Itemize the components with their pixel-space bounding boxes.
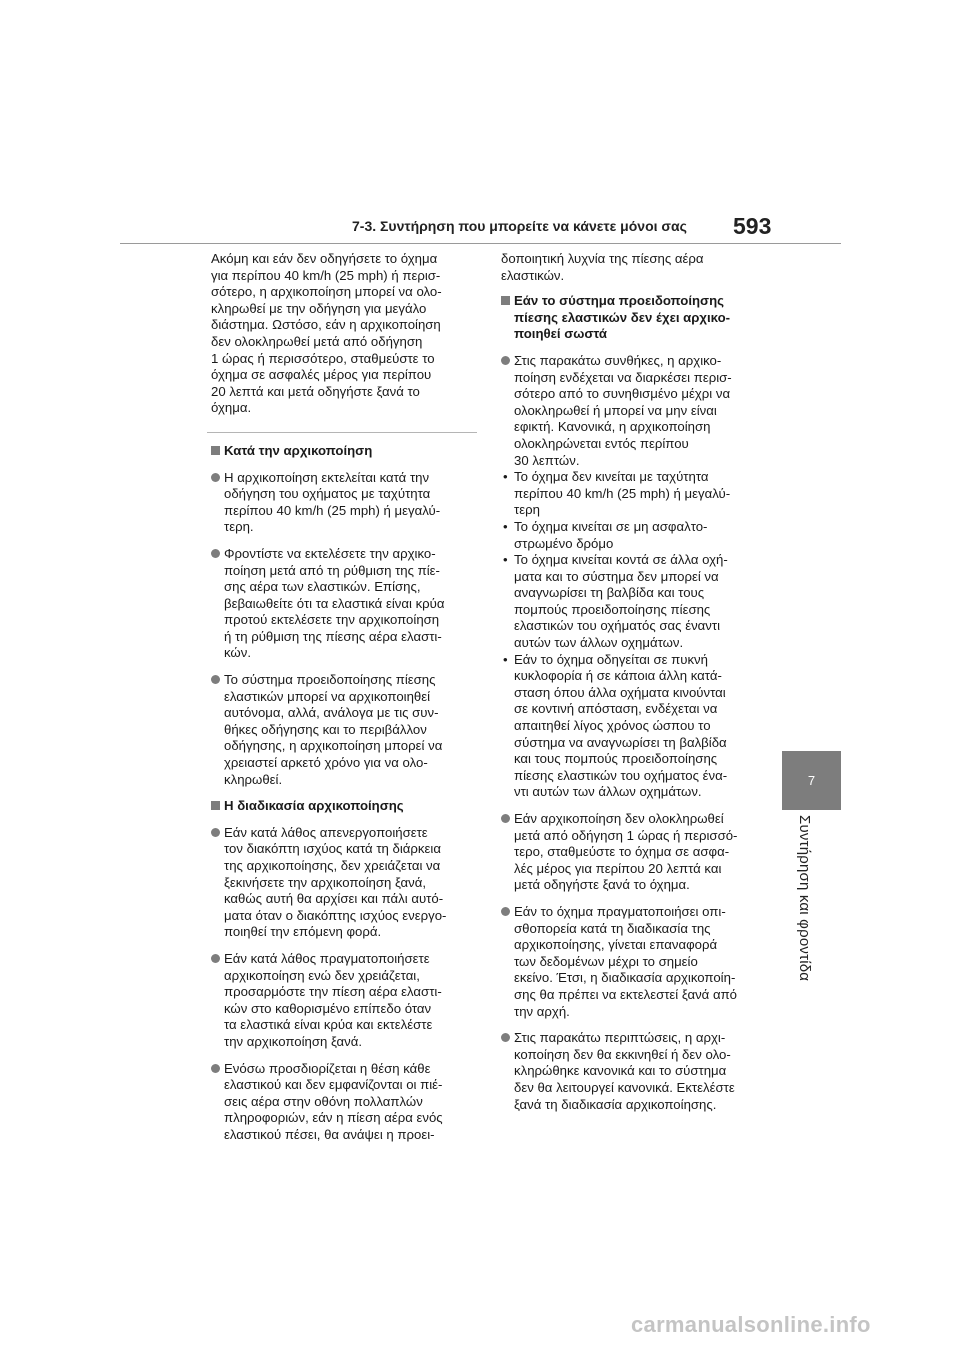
bullet-text: [514, 353, 763, 469]
text-line: περίπου 40 km/h (25 mph) ή μεγαλύ-: [224, 502, 441, 518]
text-line: Ενόσω προσδιορίζεται η θέση κάθε: [224, 1060, 431, 1076]
text-line: ολοκληρωθεί ή μπορεί να μην είναι: [514, 402, 717, 418]
text-line: τα ελαστικά είναι κρύα και εκτελέστε: [224, 1017, 433, 1033]
text-line: τον διακόπτη ισχύος κατά τη διάρκεια: [224, 841, 441, 857]
text-line: Εάν το σύστημα προειδοποίησης: [514, 293, 724, 309]
text-line: κληρώθηκε κανονικά και το σύστημα: [514, 1063, 727, 1079]
bullet-item: [501, 353, 763, 469]
text-line: δεν θα λειτουργεί κανονικά. Εκτελέστε: [514, 1079, 735, 1095]
text-line: διάστημα. Ωστόσο, εάν η αρχικοποίηση: [211, 317, 441, 333]
text-line: ξανά τη διαδικασία αρχικοποίησης.: [514, 1096, 717, 1112]
sub-list-item: [501, 652, 763, 801]
text-line: αναγνωρίσει τη βαλβίδα και τους: [514, 585, 705, 601]
text-line: πομπούς προειδοποίησης πίεσης: [514, 601, 711, 617]
text-line: για περίπου 40 km/h (25 mph) ή περισ-: [211, 267, 441, 283]
sub-item-text: [514, 652, 763, 801]
chapter-tab[interactable]: [782, 751, 841, 810]
text-line: όχημα σε ασφαλές μέρος για περίπου: [211, 367, 432, 383]
dot-marker-icon: •: [503, 518, 508, 534]
text-line: κληρωθεί με την οδήγηση για μεγάλο: [211, 300, 427, 316]
text-line: πίεσης ελαστικών του οχήματος ένα-: [514, 767, 728, 783]
bullet-item: [211, 1061, 473, 1144]
text-line: δεν ολοκληρωθεί μετά από οδήγηση: [211, 333, 423, 349]
round-bullet-icon: [501, 907, 510, 916]
bullet-text: [224, 470, 473, 536]
sub-item-text: [514, 469, 763, 519]
text-line: καθώς αυτή θα αρχίσει και πάλι αυτό-: [224, 891, 444, 907]
text-line: πίεσης ελαστικών δεν έχει αρχικο-: [514, 309, 731, 325]
text-line: Εάν κατά λάθος πραγματοποιήσετε: [224, 950, 430, 966]
text-line: Εάν το όχημα οδηγείται σε πυκνή: [514, 651, 708, 667]
bullet-item: [501, 904, 763, 1020]
round-bullet-icon: [501, 356, 510, 365]
text-line: στρωμένο δρόμο: [514, 535, 614, 551]
sub-bullet-list: [501, 469, 763, 801]
text-line: Φροντίστε να εκτελέσετε την αρχικο-: [224, 545, 436, 561]
round-bullet-icon: [211, 1064, 220, 1073]
text-line: Στις παρακάτω περιπτώσεις, η αρχι-: [514, 1030, 726, 1046]
intro-paragraph: [211, 251, 473, 417]
text-line: σε κοντινή απόσταση, ενδέχεται να: [514, 701, 718, 717]
text-line: οδήγησης, η αρχικοποίηση μπορεί να: [224, 738, 443, 754]
text-line: Το όχημα κινείται σε μη ασφαλτο-: [514, 518, 708, 534]
bullet-text: [224, 546, 473, 662]
text-line: ματα όταν ο διακόπτης ισχύος ενεργο-: [224, 907, 447, 923]
text-line: κοποίηση δεν θα εκκινηθεί ή δεν ολο-: [514, 1046, 731, 1062]
bullet-text: [224, 825, 473, 941]
text-line: μετά οδηγήστε ξανά το όχημα.: [514, 877, 690, 893]
round-bullet-icon: [211, 675, 220, 684]
text-line: εκείνο. Έτσι, η διαδικασία αρχικοποίη-: [514, 970, 736, 986]
chapter-tab-number: 7: [807, 773, 816, 788]
text-line: ολοκληρώνεται εντός περίπου: [514, 435, 689, 451]
text-line: σης αέρα των ελαστικών. Επίσης,: [224, 579, 421, 595]
text-line: κυκλοφορία ή σε κάποια άλλη κατά-: [514, 668, 722, 684]
bullet-item: [211, 546, 473, 662]
bullet-text: [224, 951, 473, 1051]
bullet-list: [211, 470, 473, 789]
bullet-list: [211, 825, 473, 1144]
bullet-text: [224, 1061, 473, 1144]
text-line: κληρωθεί.: [224, 771, 283, 787]
section-heading: [501, 293, 763, 343]
text-line: κών.: [224, 645, 251, 661]
text-line: Η αρχικοποίηση εκτελείται κατά την: [224, 469, 430, 485]
bullet-item: [211, 825, 473, 941]
text-line: 30 λεπτών.: [514, 452, 580, 468]
round-bullet-icon: [501, 814, 510, 823]
chapter-title: 7-3. Συντήρηση που μπορείτε να κάνετε μόνοι σας: [352, 218, 687, 234]
text-line: εφικτή. Κανονικά, η αρχικοποίηση: [514, 419, 711, 435]
text-line: απαιτηθεί λίγος χρόνος ώσπου το: [514, 718, 711, 734]
text-line: ελαστικών.: [501, 267, 565, 283]
bullet-text: [514, 811, 763, 894]
section-divider: [207, 432, 477, 433]
heading-text: Η διαδικασία αρχικοποίησης: [224, 798, 404, 814]
continuation-paragraph: [501, 251, 763, 284]
text-line: 20 λεπτά και μετά οδηγήστε ξανά το: [211, 383, 420, 399]
text-line: σεις αέρα στην οθόνη πολλαπλών: [224, 1093, 423, 1109]
text-line: θήκες οδήγησης και το περιβάλλον: [224, 721, 427, 737]
round-bullet-icon: [211, 828, 220, 837]
dot-marker-icon: •: [503, 552, 508, 568]
text-line: όχημα.: [211, 400, 252, 416]
bullet-item: [211, 951, 473, 1051]
text-line: κών στο καθορισμένο επίπεδο όταν: [224, 1000, 432, 1016]
text-line: προσαρμόστε την πίεση αέρα ελαστι-: [224, 984, 442, 1000]
right-column: [501, 251, 763, 1123]
text-line: δοποιητική λυχνία της πίεσης αέρα: [501, 251, 704, 266]
text-line: βεβαιωθείτε ότι τα ελαστικά είναι κρύα: [224, 595, 445, 611]
round-bullet-icon: [211, 473, 220, 482]
text-line: ελαστικών του οχήματός σας έναντι: [514, 618, 721, 634]
text-line: σης θα πρέπει να εκτελεστεί ξανά από: [514, 986, 738, 1002]
text-line: σότερο από το συνηθισμένο μέχρι να: [514, 386, 731, 402]
dot-marker-icon: •: [503, 469, 508, 485]
bullet-text: [514, 904, 763, 1020]
text-line: των δεδομένων μέχρι το σημείο: [514, 953, 698, 969]
text-line: τερη: [514, 502, 540, 518]
square-bullet-icon: [211, 801, 220, 810]
text-line: Το σύστημα προειδοποίησης πίεσης: [224, 672, 436, 688]
text-line: πληροφοριών, εάν η πίεση αέρα ενός: [224, 1110, 443, 1126]
text-line: χρειαστεί αρκετό χρόνο για να ολο-: [224, 755, 428, 771]
bullet-text: [224, 672, 473, 788]
text-line: σύστημα να αναγνωρίσει τη βαλβίδα: [514, 734, 727, 750]
left-column: [211, 251, 473, 1154]
heading-text: [514, 293, 763, 343]
text-line: αυτών των άλλων οχημάτων.: [514, 635, 684, 651]
text-line: σότερο, η αρχικοποίηση μπορεί να ολο-: [211, 284, 442, 300]
text-line: τερη.: [224, 519, 254, 535]
text-line: την αρχή.: [514, 1003, 570, 1019]
bullet-item: [211, 672, 473, 788]
watermark: carmanualsonline.info: [631, 1312, 871, 1337]
square-bullet-icon: [211, 446, 220, 455]
bullet-item: [501, 811, 763, 894]
square-bullet-icon: [501, 296, 510, 305]
text-line: Εάν κατά λάθος απενεργοποιήσετε: [224, 824, 428, 840]
text-line: αυτόνομα, αλλά, ανάλογα με τις συν-: [224, 705, 439, 721]
text-line: Εάν το όχημα πραγματοποιήσει οπι-: [514, 903, 726, 919]
text-line: ελαστικού πέσει, θα ανάψει η προει-: [224, 1126, 435, 1142]
text-line: της αρχικοποίησης, δεν χρειάζεται να: [224, 858, 441, 873]
text-line: λές μέρος για περίπου 20 λεπτά και: [514, 860, 722, 876]
text-line: τερο, σταθμεύστε το όχημα σε ασφα-: [514, 844, 730, 860]
text-line: σταση όπου άλλα οχήματα κινούνται: [514, 684, 726, 700]
text-line: Το όχημα κινείται κοντά σε άλλα οχή-: [514, 552, 728, 568]
text-line: ποιηθεί την επόμενη φορά.: [224, 924, 382, 940]
round-bullet-icon: [211, 954, 220, 963]
sub-list-item: [501, 519, 763, 552]
page-number: 593: [733, 213, 772, 239]
bullet-item: [501, 1030, 763, 1113]
text-line: ντι αυτών των άλλων οχημάτων.: [514, 784, 702, 800]
text-line: περίπου 40 km/h (25 mph) ή μεγαλύ-: [514, 485, 731, 501]
heading-text: Κατά την αρχικοποίηση: [224, 442, 373, 458]
text-line: αρχικοποίηση ενώ δεν χρειάζεται,: [224, 967, 420, 983]
text-line: ελαστικού και δεν εμφανίζονται οι πιέ-: [224, 1077, 443, 1093]
text-line: προτού εκτελέσετε την αρχικοποίηση: [224, 612, 440, 628]
text-line: ματα και το σύστημα δεν μπορεί να: [514, 568, 719, 584]
round-bullet-icon: [211, 549, 220, 558]
header-divider: [120, 243, 841, 244]
text-line: ποιηθεί σωστά: [514, 326, 608, 342]
text-line: αρχικοποίησης, γίνεται επαναφορά: [514, 937, 718, 953]
text-line: Στις παρακάτω συνθήκες, η αρχικο-: [514, 352, 722, 368]
chapter-side-label: Συντήρηση και φροντίδα: [796, 815, 813, 982]
sub-list-item: [501, 552, 763, 652]
bullet-item: [211, 470, 473, 536]
text-line: ξεκινήσετε την αρχικοποίηση ξανά,: [224, 874, 427, 890]
text-line: την αρχικοποίηση ξανά.: [224, 1033, 363, 1049]
text-line: 1 ώρας ή περισσότερο, σταθμεύστε το: [211, 350, 435, 366]
sub-item-text: [514, 519, 763, 552]
section-heading: [211, 798, 473, 815]
dot-marker-icon: •: [503, 651, 508, 667]
text-line: και τους πομπούς προειδοποίησης: [514, 751, 718, 767]
text-line: ελαστικών μπορεί να αρχικοποιηθεί: [224, 688, 431, 704]
sub-item-text: [514, 552, 763, 652]
text-line: σθοπορεία κατά τη διαδικασία της: [514, 920, 711, 936]
text-line: ή τη ρύθμιση της πίεσης αέρα ελαστι-: [224, 628, 442, 644]
bullet-text: [514, 1030, 763, 1113]
text-line: Εάν αρχικοποίηση δεν ολοκληρωθεί: [514, 811, 724, 826]
text-line: Το όχημα δεν κινείται με ταχύτητα: [514, 469, 709, 485]
round-bullet-icon: [501, 1033, 510, 1042]
text-line: οδήγηση του οχήματος με ταχύτητα: [224, 486, 431, 502]
text-line: Ακόμη και εάν δεν οδηγήσετε το όχημα: [211, 251, 438, 266]
text-line: μετά από οδήγηση 1 ώρας ή περισσό-: [514, 827, 738, 843]
text-line: ποίηση μετά από τη ρύθμιση της πίε-: [224, 562, 440, 578]
bullet-list: [501, 811, 763, 1113]
section-heading: [211, 443, 473, 460]
text-line: ποίηση ενδέχεται να διαρκέσει περισ-: [514, 369, 732, 385]
sub-list-item: [501, 469, 763, 519]
